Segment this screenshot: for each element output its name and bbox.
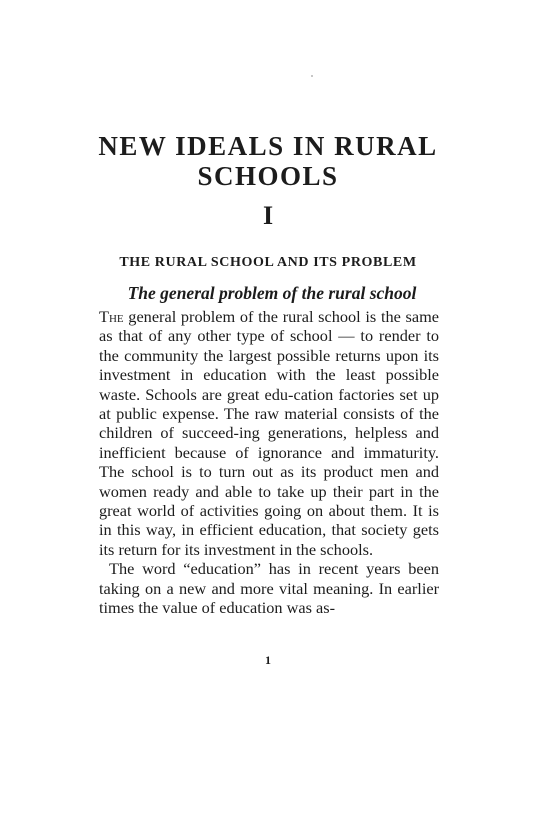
page-number: 1	[265, 653, 271, 667]
book-title-line-1: NEW IDEALS IN RURAL	[98, 131, 438, 161]
paper-speck	[311, 75, 313, 77]
paragraph-1	[99, 307, 439, 559]
paragraph-1-text: general problem of the rural school is the same as that of any other type of school — to render to the community the largest possible returns upon its investment in education with the least possible waste. Schools are great edu-cation factories set up at public expense. The raw material consists of the children of succeed-ing generations, helpless and inefficient because of ignorance and immaturity. The school is to turn out as its product men and women ready and able to take up their part in the great world of activities going on about them. It is in this way, in efficient education, that society gets its return for its investment in the schools.	[99, 307, 439, 559]
chapter-number: I	[262, 201, 274, 230]
book-title-line-2: SCHOOLS	[197, 161, 339, 191]
paragraph-2: The word “education” has in recent years been taking on a new and more vital meaning. In earlier times the value of education was as-	[99, 559, 439, 618]
paragraph-lead-word: The	[99, 307, 124, 326]
section-heading: The general problem of the rural school	[127, 283, 417, 303]
chapter-title: THE RURAL SCHOOL AND ITS PROBLEM	[119, 255, 417, 270]
body-text	[99, 307, 439, 618]
